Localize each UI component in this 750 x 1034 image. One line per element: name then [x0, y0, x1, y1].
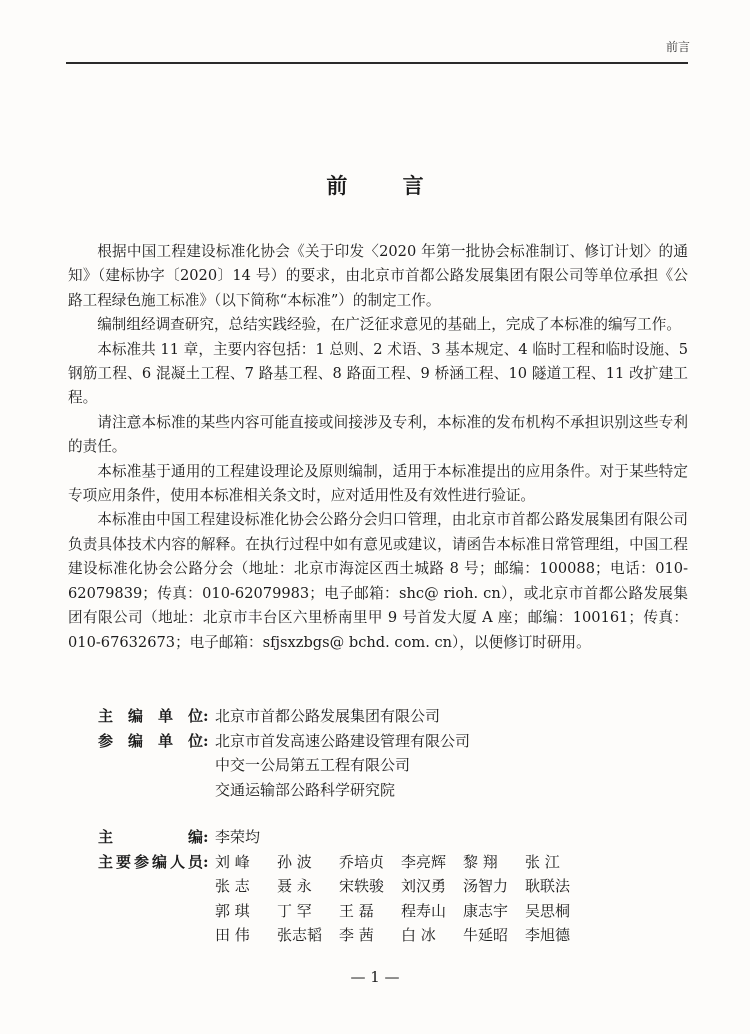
label-char: 参 — [98, 731, 114, 750]
chief-unit-row: 主 编 单 位 : 北京市首都公路发展集团有限公司 — [98, 704, 618, 729]
label-char: 编 — [187, 828, 203, 846]
participant-name: 康志宇 — [463, 901, 509, 920]
label-char: 主 — [98, 852, 114, 871]
paragraph: 编制组经调查研究，总结实践经验，在广泛征求意见的基础上，完成了本标准的编写工作。 — [97, 316, 681, 334]
participant-name: 张 江 — [525, 852, 560, 871]
participant-name: 黎 翔 — [463, 852, 498, 871]
participating-unit: 中交一公局第五工程有限公司 — [215, 756, 411, 774]
participant-name: 刘 峰 — [215, 852, 250, 871]
participating-units-row: 参 编 单 位 : 北京市首发高速公路建设管理有限公司 中交一公局第五工程有限公司 交通运输部公路科学研究院 — [98, 729, 618, 803]
participant-name: 乔培贞 — [339, 852, 385, 871]
participant-name: 程寿山 — [401, 901, 447, 920]
participant-name: 宋轶骏 — [339, 877, 385, 895]
page-title: 前 言 — [326, 173, 448, 198]
label-char: 主 — [98, 828, 114, 846]
participant-name: 田 伟 — [215, 926, 250, 944]
label-char: 员 — [187, 852, 203, 871]
participant-name: 郭 琪 — [215, 901, 250, 920]
label-char: 编 — [127, 731, 143, 750]
label-char: 单 — [157, 731, 173, 750]
chief-unit-value: 北京市首都公路发展集团有限公司 — [215, 707, 441, 725]
participant-name: 牛延昭 — [463, 926, 509, 944]
label-char: 要 — [115, 852, 131, 871]
chief-editor-row: 主 编 : 李荣均 — [98, 825, 618, 850]
preface-body — [68, 240, 688, 655]
label-char: 参 — [133, 852, 149, 871]
paragraph: 根据中国工程建设标准化协会《关于印发〈2020 年第一批协会标准制订、修订计划〉的通知》（建标协字〔2020〕14 号）的要求，由北京市首都公路发展集团有限公司等单位承担《公路工程绿色施工标准》（以下简称“本标准”）的制定工作。 — [68, 243, 688, 309]
paragraph: 本标准共 11 章，主要内容包括：1 总则、2 术语、3 基本规定、4 临时工程和临时设施、5 钢筋工程、6 混凝土工程、7 路基工程、8 路面工程、9 桥涵工程、10 隧道工程、11 改扩建工程。 — [68, 340, 688, 407]
participant-name: 聂 永 — [277, 877, 312, 895]
participant-name: 耿联法 — [525, 877, 571, 895]
participants-grid — [215, 850, 618, 948]
participant-name: 汤智力 — [463, 877, 509, 895]
credits — [98, 704, 618, 948]
running-header: 前言 — [665, 40, 690, 54]
participant-name: 李亮辉 — [401, 852, 447, 871]
participant-name: 丁 罕 — [277, 901, 312, 920]
participating-unit: 北京市首发高速公路建设管理有限公司 — [215, 731, 471, 750]
participant-name: 李旭德 — [525, 926, 571, 944]
page-number: — 1 — — [350, 968, 400, 986]
participant-name: 孙 波 — [277, 852, 312, 871]
participant-name: 王 磊 — [339, 901, 374, 920]
paragraph: 请注意本标准的某些内容可能直接或间接涉及专利，本标准的发布机构不承担识别这些专利的责任。 — [68, 413, 688, 456]
participant-name: 吴思桐 — [525, 901, 571, 920]
participating-unit: 交通运输部公路科学研究院 — [215, 780, 396, 799]
chief-editor-value: 李荣均 — [215, 828, 261, 846]
label-char: 单 — [157, 707, 173, 725]
label-char: 位 — [187, 707, 203, 725]
label-char: 主 — [98, 707, 114, 725]
participants-label — [98, 850, 203, 875]
participant-name: 李 茜 — [339, 926, 374, 944]
participant-name: 刘汉勇 — [401, 877, 447, 895]
paragraph: 本标准由中国工程建设标准化协会公路分会归口管理，由北京市首都公路发展集团有限公司负责具体技术内容的解释。在执行过程中如有意见或建议，请函告本标准日常管理组，中国工程建设标准化协会公路分会（地址：北京市海淀区西土城路 8 号；邮编：100088；电话：010-62079839；传真：010-62079983；电子邮箱：shc@ rioh. cn），或北京市首都公路发展集团有限公司（地址：北京市丰台区六里桥南里甲 9 号首发大厦 A 座；邮编：100161；传真：010-67632673；电子邮箱：sfjsxzbgs@ bchd. com. cn），以便修订时研用。 — [68, 511, 688, 651]
header-rule — [66, 62, 688, 64]
label-char: 编 — [151, 852, 167, 871]
label-char: 编 — [127, 707, 143, 725]
participants-row: 主 要 参 编 人 员 : 刘 峰 孙 波 乔培贞 李亮辉 黎 翔 张 江 张 志 聂 永 宋轶骏 刘汉勇 汤智力 耿联法 郭 琪 丁 罕 王 磊 程寿山 康志宇 吴思桐 田 伟 张志韬 李 茜 白 冰 牛延昭 李旭德 — [98, 850, 618, 948]
label-char: 人 — [169, 852, 185, 871]
label-char: 位 — [187, 731, 203, 750]
chief-unit-label — [98, 704, 203, 729]
participant-name: 白 冰 — [401, 926, 436, 944]
participant-name: 张志韬 — [277, 926, 323, 944]
participating-units-label — [98, 729, 203, 754]
participant-name: 张 志 — [215, 877, 250, 895]
chief-editor-label — [98, 825, 203, 850]
paragraph: 本标准基于通用的工程建设理论及原则编制，适用于本标准提出的应用条件。对于某些特定专项应用条件，使用本标准相关条文时，应对适用性及有效性进行验证。 — [68, 462, 688, 505]
